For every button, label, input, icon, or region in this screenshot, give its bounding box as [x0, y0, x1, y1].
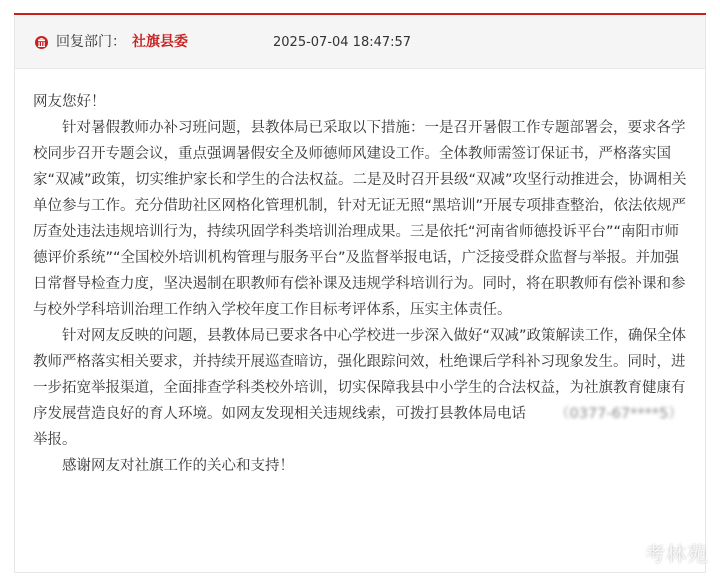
response-text: 针对网友反映的问题，县教体局已要求各中心学校进一步深入做好“双减”政策解读工作，确保全体教师严格落实相关要求，并持续开展巡查暗访，强化跟踪问效，杜绝课后学科补习现象发生。同时，进一步拓宽举报渠道，全面排查学科类校外培训，切实保障我县中小学生的合法权益，为社旗教育健康有序发展营造良好的育人环境。如网友发现相关违规线索，可拨打县教体局电话 — [33, 328, 687, 422]
masked-phone-number: （0377-67****5） — [555, 406, 683, 422]
closing-line: 感谢网友对社旗工作的关心和支持！ — [62, 458, 294, 474]
response-tail: 举报。 — [33, 432, 77, 448]
reply-header — [15, 15, 705, 69]
department-emblem-icon — [35, 36, 48, 49]
greeting: 网友您好！ — [33, 94, 106, 110]
watermark: 考林苑 — [645, 542, 708, 566]
department-label: 回复部门： — [56, 34, 126, 50]
reply-paragraph-response — [33, 323, 691, 453]
reply-paragraph-measures: 针对暑假教师办补习班问题，县教体局已采取以下措施：一是召开暑假工作专题部署会，要求各学校同步召开专题会议，重点强调暑假安全及师德师风建设工作。全体教师需签订保证书，严格落实国家“双减”政策，切实维护家长和学生的合法权益。二是及时召开县级“双减”攻坚行动推进会，协调相关单位参与工作。充分借助社区网格化管理机制，针对无证无照“黑培训”开展专项排查整治，依法依规严厉查处违法违规培训行为，持续巩固学科类培训治理成果。三是依托“河南省师德投诉平台”“南阳市师德评价系统”“全国校外培训机构管理与服务平台”及监督举报电话，广泛接受群众监督与举报。并加强日常督导检查力度，坚决遏制在职教师有偿补课及违规学科培训行为。同时，将在职教师有偿补课和参与校外学科培训治理工作纳入学校年度工作目标考评体系，压实主体责任。 — [33, 120, 687, 318]
reply-timestamp: 2025-07-04 18:47:57 — [273, 35, 412, 50]
department-name: 社旗县委 — [132, 34, 188, 50]
reply-body — [33, 89, 691, 479]
